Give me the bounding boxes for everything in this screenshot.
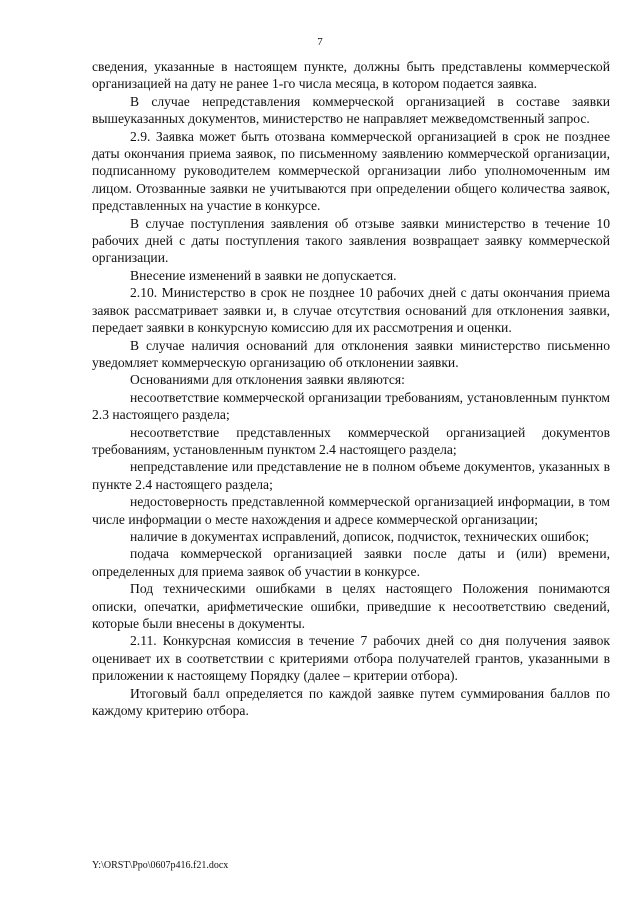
list-item: наличие в документах исправлений, дописок, подчисток, технических ошибок;: [130, 528, 590, 544]
paragraph: В случае поступления заявления об отзыве заявки министерство в течение 10 рабочих дней с даты поступления такого заявления возвращает заявку коммерческой организации.: [92, 215, 610, 266]
list-item: недостоверность представленной коммерческой организацией информации, в том числе информации о месте нахождения и адресе коммерческой организации;: [92, 494, 610, 527]
list-item: несоответствие представленных коммерческой организацией документов требованиям, установленным пунктом 2.4 настоящего раздела;: [92, 424, 610, 457]
paragraph: Внесение изменений в заявки не допускается.: [130, 267, 397, 283]
list-item: подача коммерческой организацией заявки после даты и (или) времени, определенных для приема заявок об участии в конкурсе.: [92, 546, 610, 579]
page-number: 7: [317, 36, 323, 48]
paragraph: Основаниями для отклонения заявки являются:: [130, 372, 405, 388]
paragraph: сведения, указанные в настоящем пункте, должны быть представлены коммерческой организацией на дату не ранее 1-го числа месяца, в котором подается заявка.: [92, 59, 610, 92]
paragraph: 2.10. Министерство в срок не позднее 10 рабочих дней с даты окончания приема заявок рассматривает заявки и, в случае отсутствия оснований для отклонения заявки, передает заявки в конкурсную комиссию для их рассмотрения и оценки.: [92, 285, 610, 336]
paragraph: 2.9. Заявка может быть отозвана коммерческой организацией в срок не позднее даты окончания приема заявок, по письменному заявлению коммерческой организации, подписанному руководителем коммерческой организации либо уполномоченным им лицом. Отозванные заявки не учитываются при определении общего количества заявок, представленных на участие в конкурсе.: [92, 128, 610, 214]
paragraph: 2.11. Конкурсная комиссия в течение 7 рабочих дней со дня получения заявок оценивает их в соответствии с критериями отбора получателей грантов, указанными в приложении к настоящему Порядку (далее – критерии отбора).: [92, 633, 610, 684]
paragraph: В случае наличия оснований для отклонения заявки министерство письменно уведомляет коммерческую организацию об отклонении заявки.: [92, 337, 610, 370]
paragraph: Итоговый балл определяется по каждой заявке путем суммирования баллов по каждому критерию отбора.: [92, 685, 610, 719]
document-body: [92, 58, 610, 719]
paragraph: Под техническими ошибками в целях настоящего Положения понимаются описки, опечатки, арифметические ошибки, приведшие к несоответствию сведений, которые были внесены в документы.: [92, 581, 610, 631]
file-path-footer: Y:\ORST\Ppo\0607p416.f21.docx: [92, 860, 229, 871]
paragraph: В случае непредставления коммерческой организацией в составе заявки вышеуказанных документов, министерство не направляет межведомственный запрос.: [92, 93, 610, 127]
list-item: непредставление или представление не в полном объеме документов, указанных в пункте 2.4 настоящего раздела;: [92, 459, 610, 492]
list-item: несоответствие коммерческой организации требованиям, установленным пунктом 2.3 настоящего раздела;: [92, 389, 610, 423]
